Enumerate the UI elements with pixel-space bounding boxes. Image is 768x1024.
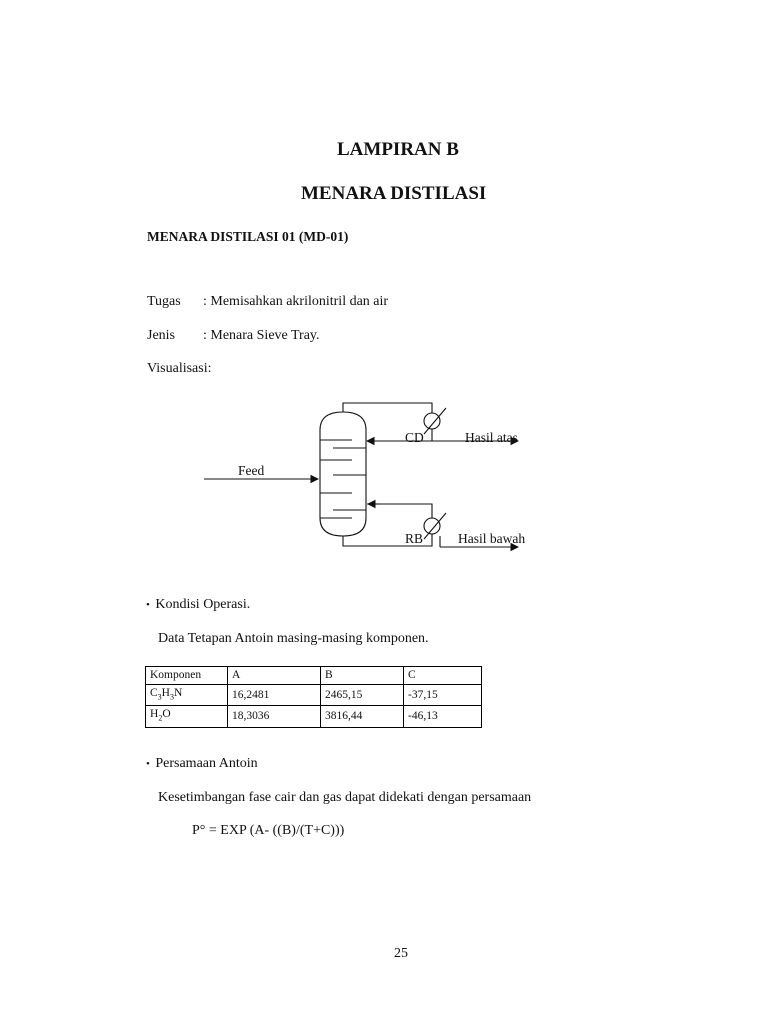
reboiler-label: RB: [405, 531, 424, 546]
table-caption: Data Tetapan Antoin masing-masing komponen.: [158, 631, 429, 646]
distillation-diagram: [0, 390, 768, 560]
table-row: [146, 706, 482, 727]
table-cell: 18,3036: [228, 706, 321, 727]
feed-label: Feed: [238, 463, 265, 478]
field-value: : Memisahkan akrilonitril dan air: [203, 294, 389, 309]
antoine-equation: P° = EXP (A- ((B)/(T+C))): [192, 823, 345, 838]
field-label: Tugas: [147, 294, 181, 309]
equation-intro: Kesetimbangan fase cair dan gas dapat didekati dengan persamaan: [158, 790, 532, 805]
header-cell: C: [404, 667, 482, 685]
field-value: : Menara Sieve Tray.: [203, 328, 320, 343]
bullet-icon: •: [146, 758, 150, 770]
header-cell: B: [321, 667, 404, 685]
page-number: 25: [394, 946, 408, 961]
field-jenis: [147, 328, 320, 344]
bottom-product-label: Hasil bawah: [458, 531, 526, 546]
table-header-row: [146, 667, 482, 685]
section-title: MENARA DISTILASI 01 (MD-01): [147, 229, 349, 244]
visualisasi-label: Visualisasi:: [147, 361, 212, 376]
condenser-label: CD: [405, 430, 424, 445]
table-cell: -46,13: [404, 706, 482, 727]
appendix-title: LAMPIRAN B: [337, 139, 459, 160]
antoine-table: [145, 666, 482, 728]
table-row: [146, 685, 482, 706]
table-cell: 2465,15: [321, 685, 404, 706]
top-product-label: Hasil atas: [465, 430, 518, 445]
bullet-text: Persamaan Antoin: [155, 756, 258, 771]
reboiler-symbol: [424, 518, 440, 534]
bullet-icon: •: [146, 599, 150, 611]
page-title: MENARA DISTILASI: [301, 183, 487, 204]
field-tugas: [147, 294, 389, 310]
header-cell: A: [228, 667, 321, 685]
bullet-persamaan: [146, 756, 258, 772]
bullet-kondisi: [146, 597, 250, 613]
component-cell: $H_2O$: [146, 706, 228, 727]
field-label: Jenis: [147, 328, 175, 343]
table-cell: -37,15: [404, 685, 482, 706]
table-cell: 3816,44: [321, 706, 404, 727]
column-shell: [320, 412, 366, 536]
table-cell: 16,2481: [228, 685, 321, 706]
bullet-text: Kondisi Operasi.: [155, 597, 251, 612]
component-cell: $C_3H_3N$: [146, 685, 228, 706]
condenser-symbol: [424, 413, 440, 429]
header-cell: Komponen: [146, 667, 228, 685]
